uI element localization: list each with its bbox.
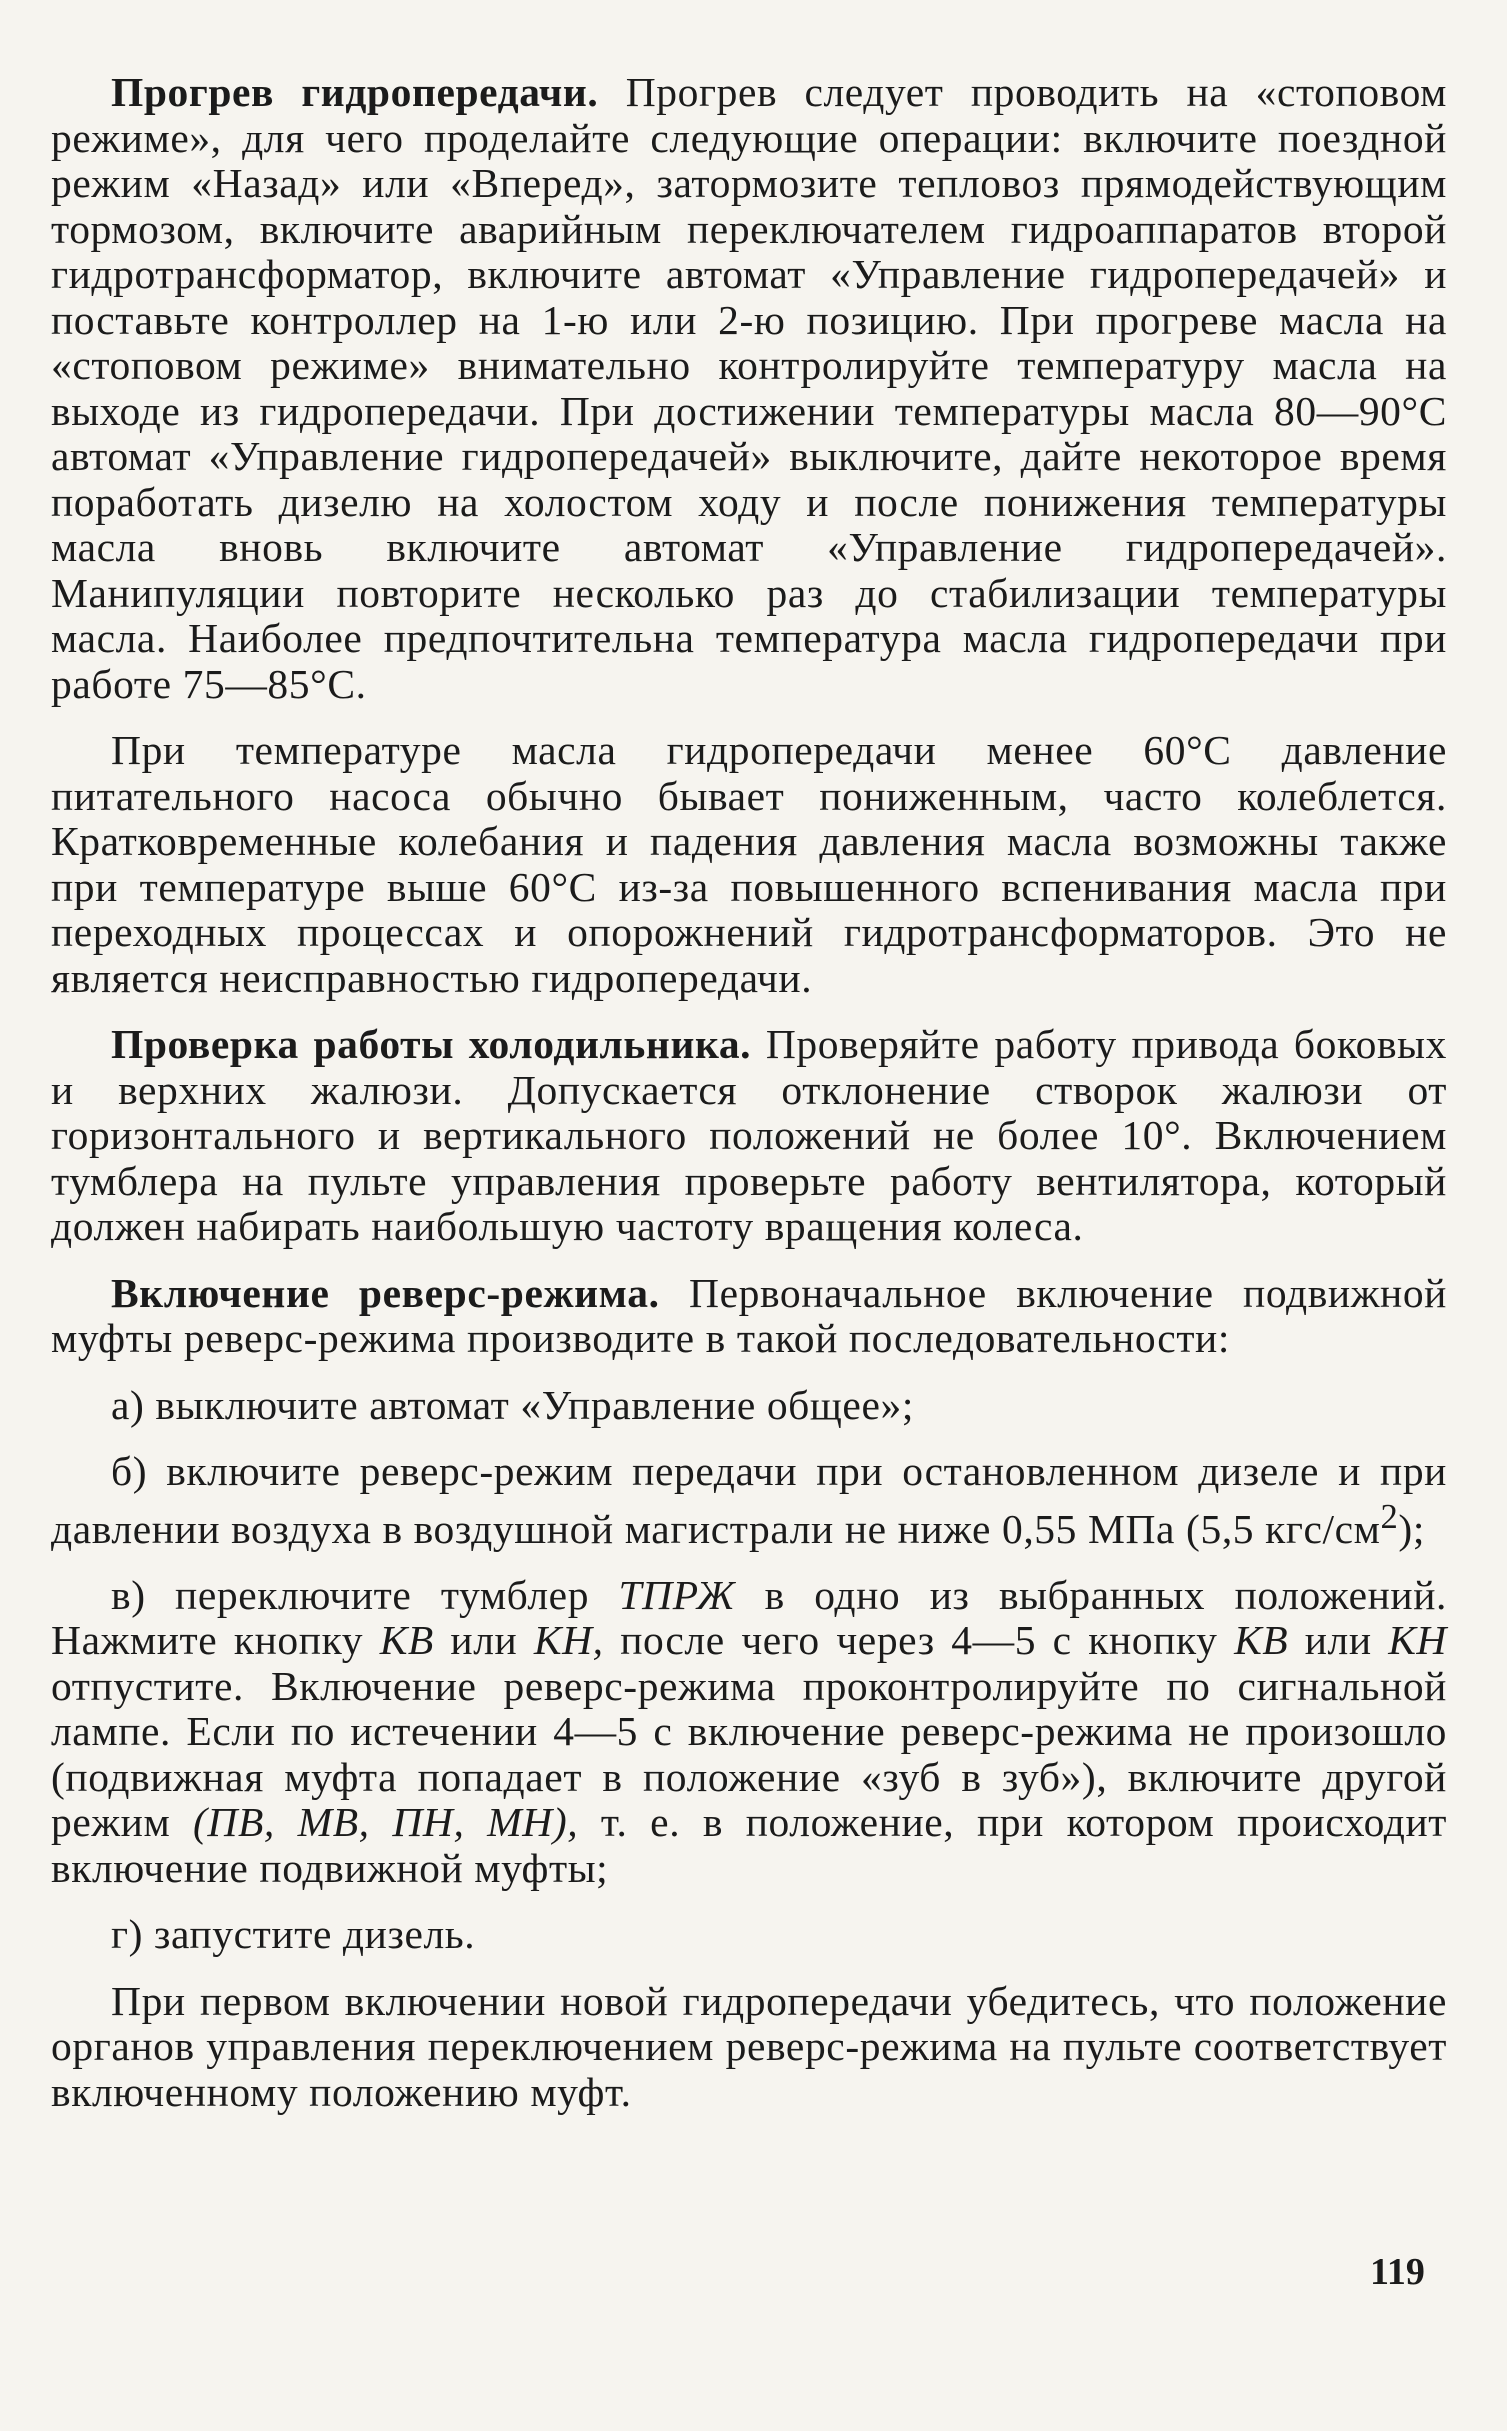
button-kn-ref: КН, xyxy=(533,1617,604,1664)
list-item-v-part7: т. е. в положение, при котором происходит включение подвижной муфты; xyxy=(51,1799,1447,1891)
superscript-two: 2 xyxy=(1380,1497,1399,1536)
list-item-b-end: ); xyxy=(1398,1505,1425,1552)
paragraph-warmup-text: Прогрев следует проводить на «стоповом режиме», для чего проделайте следующие операции: включите поездной режим «Назад» или «Вперед», затормозите тепловоз прямодействующим тормозом, включите аварийным переключателем гидроаппаратов второй гидротрансформатор, включите автомат «Управление гидропередачей» и поставьте контроллер на 1-ю или 2-ю позицию. При прогреве масла на «стоповом режиме» внимательно контролируйте температуру масла на выходе из гидропередачи. При достижении температуры масла 80—90°С автомат «Управление гидропередачей» выключите, дайте некоторое время поработать дизелю на холостом ходу и после понижения температуры масла вновь включите автомат «Управление гидропередачей». Манипуляции повторите несколько раз до стабилизации температуры масла. Наиболее предпочтительна температура масла гидропередачи при работе 75—85°С. xyxy=(51,69,1448,707)
page-number: 119 xyxy=(1370,2251,1425,2293)
switch-tprzh: ТПРЖ xyxy=(618,1571,736,1618)
paragraph-warmup xyxy=(51,70,1447,707)
paragraph-reverse-text: Первоначальное включение подвижной муфты реверс-режима производите в такой последовательности: xyxy=(51,1269,1447,1361)
heading-reverse: Включение реверс-режима. xyxy=(111,1269,660,1316)
list-item-b-text: б) включите реверс-режим передачи при остановленном дизеле и при давлении воздуха в воздушной магистрали не ниже 0,55 МПа (5,5 кгс/см xyxy=(51,1448,1447,1552)
button-kn-ref-2: КН xyxy=(1388,1617,1447,1664)
list-item-a xyxy=(51,1383,1447,1429)
paragraph-cooler-text: Проверяйте работу привода боковых и верхних жалюзи. Допускается отклонение створок жалюзи от горизонтального и вертикального положений не более 10°. Включением тумблера на пульте управления проверьте работу вентилятора, который должен набирать наибольшую частоту вращения колеса. xyxy=(51,1021,1447,1249)
list-item-v-part2: в одно из выбранных положений. Нажмите кнопку xyxy=(51,1571,1447,1664)
paragraph-oil-pressure xyxy=(51,728,1447,1001)
paragraph-closing-text: При первом включении новой гидропередачи убедитесь, что положение органов управления переключением реверс-режима на пульте соответствует включенному положению муфт. xyxy=(51,1977,1447,2115)
list-item-b xyxy=(51,1449,1447,1552)
list-item-v-part6: отпустите. Включение реверс-режима проконтролируйте по сигнальной лампе. Если по истечении 4—5 с включение реверс-режима не произошло (подвижная муфта попадает в положение «зуб в зуб»), включите другой режим xyxy=(51,1662,1447,1846)
list-item-g-text: г) запустите дизель. xyxy=(111,1911,476,1958)
heading-warmup: Прогрев гидропередачи. xyxy=(111,69,599,115)
heading-cooler: Проверка работы холодильника. xyxy=(111,1021,752,1067)
list-item-a-text: а) выключите автомат «Управление общее»; xyxy=(111,1381,914,1428)
list-item-v-part4: после чего через 4—5 с кнопку xyxy=(603,1617,1235,1664)
paragraph-reverse xyxy=(51,1271,1447,1362)
mode-list: (ПВ, МВ, ПН, МН), xyxy=(192,1799,579,1846)
paragraph-cooler xyxy=(51,1022,1447,1250)
paragraph-closing xyxy=(51,1979,1447,2116)
button-kv-ref-2: КВ xyxy=(1234,1617,1289,1664)
button-kv-ref: КВ xyxy=(379,1617,434,1664)
list-item-v-part3: или xyxy=(433,1617,534,1664)
list-item-v xyxy=(51,1573,1447,1892)
list-item-v-part5: или xyxy=(1288,1617,1389,1664)
page-text xyxy=(51,70,1447,2115)
list-item-v-part1: в) переключите тумблер xyxy=(111,1571,619,1618)
list-item-g xyxy=(51,1912,1447,1958)
paragraph-oil-pressure-text: При температуре масла гидропередачи менее 60°С давление питательного насоса обычно бывает пониженным, часто колеблется. Кратковременные колебания и падения давления масла возможны также при температуре выше 60°С из-за повышенного вспенивания масла при переходных процессах и опорожнений гидротрансформаторов. Это не является неисправностью гидропередачи. xyxy=(51,727,1447,1001)
